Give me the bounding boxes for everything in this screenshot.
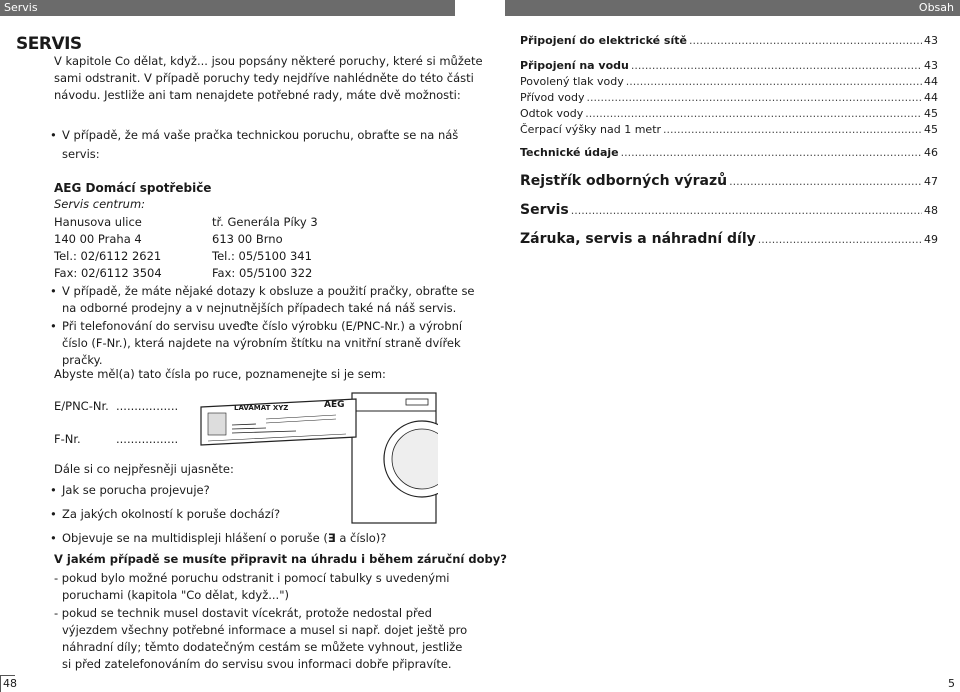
header-section-right: Obsah — [505, 0, 960, 16]
clarify-item-text: Objevuje se na multidispleji hlášení o poruše ( — [62, 531, 328, 545]
toc-entry[interactable] — [520, 202, 938, 218]
toc-entry-title: Připojení do elektrické sítě — [520, 34, 687, 47]
payment-line: výjezdem všechny potřebné informace a musel si např. dojet ještě pro — [62, 622, 468, 637]
bullet-phone-info — [62, 318, 462, 369]
address-line: Fax: 05/5100 322 — [212, 266, 313, 280]
toc-entry-page: 44 — [924, 91, 938, 104]
toc-entry-title: Připojení na vodu — [520, 59, 629, 72]
toc-entry[interactable] — [520, 91, 938, 104]
payment-line: - pokud se technik musel dostavit vícekrát, protože nedostal před — [54, 605, 432, 620]
address-line: Hanusova ulice — [54, 215, 142, 229]
clarify-item — [62, 528, 386, 549]
bullet-line: servis: — [62, 147, 100, 161]
toc-entry-title: Přívod vody — [520, 91, 585, 104]
toc-dots — [571, 204, 922, 217]
address-line: Tel.: 05/5100 341 — [212, 249, 312, 263]
toc-entry-title: Záruka, servis a náhradní díly — [520, 231, 756, 247]
address-brno — [212, 214, 318, 282]
bullet-line: číslo (F-Nr.), která najdete na výrobním štítku na vnitřní straně dvířek — [62, 336, 461, 350]
toc-entry-page: 45 — [924, 107, 938, 120]
field-pnc-label: E/PNC-Nr. — [54, 399, 109, 413]
address-line: Tel.: 02/6112 2621 — [54, 249, 162, 263]
toc-entry[interactable] — [520, 146, 938, 159]
note-line: Abyste měl(a) tato čísla po ruce, poznamenejte si je sem: — [54, 367, 386, 381]
toc-entry-title: Servis — [520, 202, 569, 218]
clarify-title: Dále si co nejpřesněji ujasněte: — [54, 462, 234, 476]
toc-dots — [586, 91, 922, 104]
payment-title: V jakém případě se musíte připravit na úhradu i během záruční doby? — [54, 552, 507, 566]
left-page-number: 48 — [3, 677, 17, 690]
address-line: 140 00 Praha 4 — [54, 232, 142, 246]
bullet-line: • V případě, že máte nějaké dotazy k obsluze a použití pračky, obraťte se — [62, 283, 475, 300]
toc-entry-page: 48 — [924, 204, 938, 217]
bullet-questions — [62, 283, 475, 317]
bullet-technical-fault — [62, 126, 458, 164]
intro-line: V kapitole Co dělat, když... jsou popsány některé poruchy, které si můžete — [54, 54, 483, 68]
toc-entry[interactable] — [520, 59, 938, 72]
address-line: Fax: 02/6112 3504 — [54, 266, 162, 280]
toc-entry[interactable] — [520, 231, 938, 247]
toc-dots — [626, 75, 922, 88]
right-page-number: 5 — [948, 677, 955, 690]
intro-line: sami odstranit. V případě poruchy tedy nejdříve nahlédněte do této části — [54, 71, 474, 85]
header-bar — [0, 0, 960, 16]
toc-entry[interactable] — [520, 75, 938, 88]
address-line: 613 00 Brno — [212, 232, 283, 246]
payment-line: - pokud bylo možné poruchu odstranit i pomocí tabulky s uvedenými — [54, 571, 450, 585]
toc-entry[interactable] — [520, 34, 938, 47]
header-section-left: Servis — [0, 0, 455, 16]
intro-line: návodu. Jestliže ani tam nenajdete potřebné rady, máte dvě možnosti: — [54, 88, 461, 102]
toc-entry-title: Povolený tlak vody — [520, 75, 624, 88]
clarify-item: • Za jakých okolností k poruše dochází? — [62, 504, 386, 525]
toc-entry-title: Technické údaje — [520, 146, 619, 159]
toc-entry[interactable] — [520, 173, 938, 189]
aeg-logo: AEG — [324, 400, 345, 410]
toc-dots — [631, 59, 922, 72]
page-title: SERVIS — [16, 34, 82, 54]
field-fnr-blank: ................. — [116, 432, 179, 446]
bullet-line: na odborné prodejny a v nejnutnějších případech také ná náš servis. — [62, 301, 457, 315]
bullet-line: • Při telefonování do servisu uveďte číslo výrobku (E/PNC-Nr.) a výrobní — [62, 318, 462, 335]
toc-entry-title: Odtok vody — [520, 107, 584, 120]
toc-dots — [729, 175, 922, 188]
toc-dots — [585, 107, 922, 120]
toc-entry-page: 49 — [924, 233, 938, 246]
toc-entry-page: 44 — [924, 75, 938, 88]
service-center-label: Servis centrum: — [54, 197, 146, 211]
address-line: tř. Generála Píky 3 — [212, 215, 318, 229]
bullet-line: pračky. — [62, 353, 103, 367]
toc-entry-page: 45 — [924, 123, 938, 136]
address-prague — [54, 214, 162, 282]
intro-paragraph — [54, 53, 483, 104]
payment-list — [54, 570, 467, 674]
bullet-line: • V případě, že má vaše pračka technickou poruchu, obraťte se na náš — [62, 126, 458, 145]
toc-dots — [663, 123, 922, 136]
toc-entry-title: Čerpací výšky nad 1 metr — [520, 123, 662, 136]
toc-dots — [758, 233, 922, 246]
toc-entry[interactable] — [520, 123, 938, 136]
service-company-name: AEG Domácí spotřebiče — [54, 181, 212, 195]
payment-line: náhradní díly; těmto dodatečným cestám se můžete vyhnout, jestliže — [62, 640, 463, 655]
toc-entry-page: 46 — [924, 146, 938, 159]
label-model-text: LAVAMAT XYZ — [234, 404, 289, 412]
toc-entry-page: 43 — [924, 59, 938, 72]
clarify-list — [62, 480, 386, 543]
error-display-icon: E — [327, 531, 336, 545]
toc-dots — [621, 146, 922, 159]
toc-entry[interactable] — [520, 107, 938, 120]
clarify-item: • Jak se porucha projevuje? — [62, 480, 386, 501]
field-fnr-label: F-Nr. — [54, 432, 81, 446]
payment-line: poruchami (kapitola "Co dělat, když...") — [62, 588, 289, 603]
toc-entry-page: 43 — [924, 34, 938, 47]
clarify-item-text-end: a číslo)? — [335, 531, 387, 545]
payment-line: si před zatelefonováním do servisu svou informaci dobře připravíte. — [62, 657, 452, 672]
toc-entry-page: 47 — [924, 175, 938, 188]
field-pnc-blank: ................. — [116, 399, 179, 413]
toc-entry-title: Rejstřík odborných výrazů — [520, 173, 728, 189]
toc-dots — [689, 34, 922, 47]
